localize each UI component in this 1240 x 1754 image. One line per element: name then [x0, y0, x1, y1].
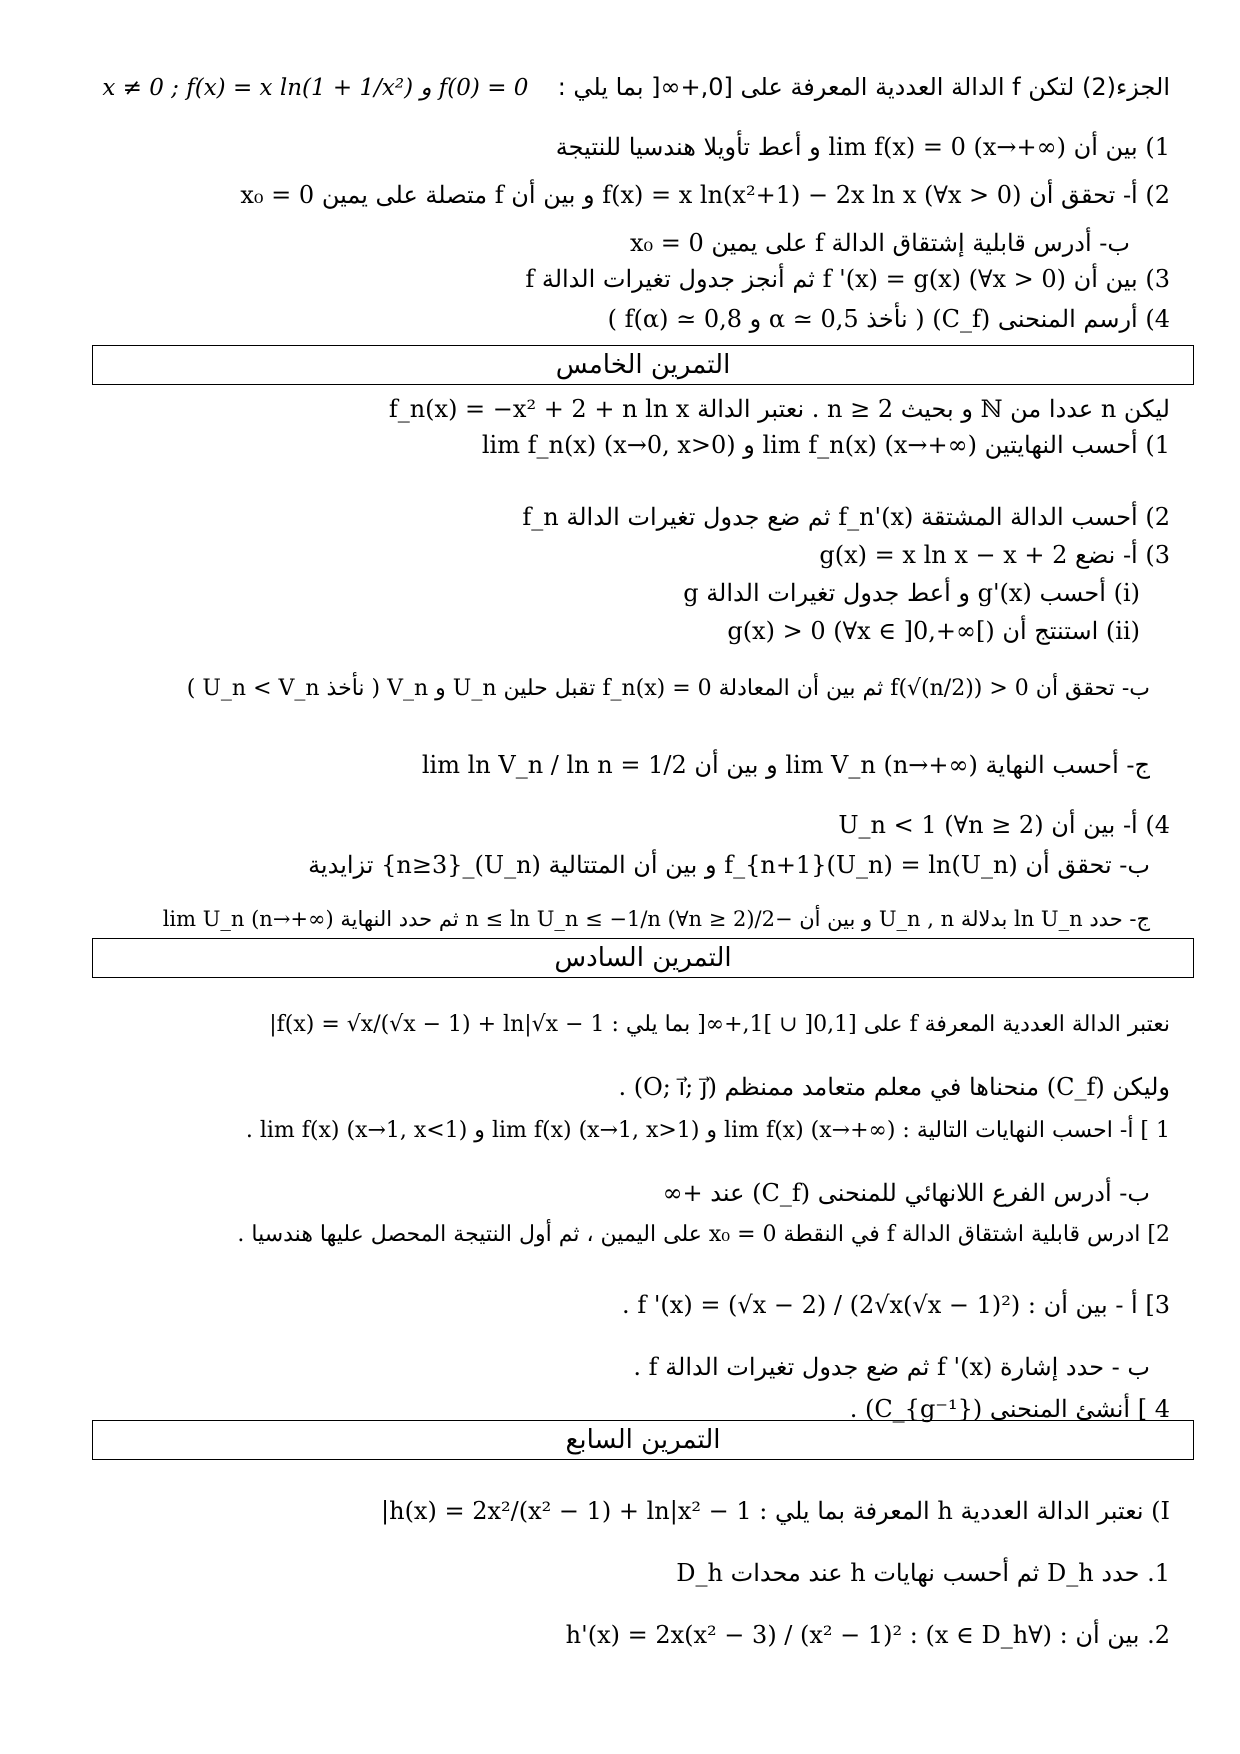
- ex6-intro: نعتبر الدالة العددية المعرفة f على [0,1[ ∪ ]1,+∞[ بما يلي : f(x) = √x/(√x − 1) + ln|√x − 1|: [269, 1012, 1170, 1037]
- part2-intro: [102, 70, 1170, 105]
- part2-label: الجزء(2): [1081, 73, 1170, 101]
- ex5-intro: ليكن n عددا من ℕ و بحيث n ≥ 2 . نعتبر الدالة f_n(x) = −x² + 2 + n ln x: [388, 395, 1170, 423]
- ex6-intro-2: وليكن (C_f) منحناها في معلم متعامد ممنظم (O; i⃗; j⃗) .: [618, 1073, 1170, 1101]
- ex7-question-1: 1. حدد D_h ثم أحسب نهايات h عند محدات D_h: [676, 1559, 1170, 1587]
- ex6-question-4: 4 ] أنشئ المنحنى (C_{g⁻¹}) .: [849, 1395, 1170, 1423]
- exercise-5-title: التمرين الخامس: [92, 345, 1194, 385]
- part2-question-3: 3) بين أن f '(x) = g(x) (∀x > 0) ثم أنجز جدول تغيرات الدالة f: [525, 265, 1170, 293]
- ex5-question-3b: ب- تحقق أن f(√(n/2)) > 0 ثم بين أن المعادلة f_n(x) = 0 تقبل حلين U_n و V_n ( نأخذ U_n < V_n ): [186, 676, 1150, 701]
- ex5-question-4a: 4) أ- بين أن U_n < 1 (∀n ≥ 2): [838, 811, 1170, 839]
- part2-question-4: 4) أرسم المنحنى (C_f) ( نأخذ α ≃ 0,5 و f(α) ≃ 0,8 ): [607, 305, 1170, 333]
- part2-question-2a: 2) أ- تحقق أن f(x) = x ln(x²+1) − 2x ln x (∀x > 0) و بين أن f متصلة على يمين x₀ = 0: [240, 181, 1170, 209]
- exercise-6-title: التمرين السادس: [92, 938, 1194, 978]
- ex5-question-3c: ج- أحسب النهاية lim V_n (n→+∞) و بين أن lim ln V_n / ln n = 1/2: [421, 751, 1150, 779]
- ex5-question-4b: ب- تحقق أن f_{n+1}(U_n) = ln(U_n) و بين أن المتتالية (U_n)_{n≥3} تزايدية: [308, 851, 1150, 879]
- part2-intro-text: لتكن f الدالة العددية المعرفة على [0,+∞[ بما يلي :: [557, 73, 1075, 101]
- ex7-question-I: I) نعتبر الدالة العددية h المعرفة بما يلي : h(x) = 2x²/(x² − 1) + ln|x² − 1|: [381, 1497, 1170, 1525]
- ex5-question-1: 1) أحسب النهايتين lim f_n(x) (x→+∞) و lim f_n(x) (x→0, x>0): [481, 431, 1170, 459]
- ex5-question-3a: 3) أ- نضع g(x) = x ln x − x + 2: [819, 541, 1170, 569]
- ex5-question-2: 2) أحسب الدالة المشتقة f_n'(x) ثم ضع جدول تغيرات الدالة f_n: [522, 503, 1170, 531]
- ex6-question-1b: ب- أدرس الفرع اللانهائي للمنحنى (C_f) عند +∞: [662, 1179, 1150, 1207]
- ex7-question-2: 2. بين أن : (∀x ∈ D_h) : h'(x) = 2x(x² − 3) / (x² − 1)²: [565, 1621, 1170, 1649]
- part2-question-2b: ب- أدرس قابلية إشتقاق الدالة f على يمين x₀ = 0: [629, 229, 1130, 257]
- ex6-question-3a: 3] أ - بين أن : f '(x) = (√x − 2) / (2√x(√x − 1)²) .: [622, 1291, 1170, 1319]
- exercise-7-title: التمرين السابع: [92, 1420, 1194, 1460]
- ex5-question-3a-i: (i) أحسب g'(x) و أعط جدول تغيرات الدالة g: [683, 579, 1140, 607]
- ex6-question-2: 2] ادرس قابلية اشتقاق الدالة f في النقطة x₀ = 0 على اليمين ، ثم أول النتيجة المحصل عليها هندسيا .: [237, 1222, 1170, 1247]
- ex6-question-3b: ب - حدد إشارة f '(x) ثم ضع جدول تغيرات الدالة f .: [633, 1353, 1150, 1381]
- part2-definition-formula: x ≠ 0 ; f(x) = x ln(1 + 1/x²) و f(0) = 0: [102, 75, 529, 101]
- ex5-question-4c: ج- حدد ln U_n بدلالة U_n , n و بين أن −2/n ≤ ln U_n ≤ −1/n (∀n ≥ 2) ثم حدد النهاية lim U_n (n→+∞): [162, 907, 1150, 931]
- ex5-question-3a-ii: (ii) استنتج أن g(x) > 0 (∀x ∈ ]0,+∞[): [727, 617, 1140, 645]
- part2-question-1: 1) بين أن lim f(x) = 0 (x→+∞) و أعط تأويلا هندسيا للنتيجة: [555, 133, 1170, 161]
- ex6-question-1a: 1 ] أ- احسب النهايات التالية : lim f(x) (x→+∞) و lim f(x) (x→1, x>1) و lim f(x) (x→1, x<1) .: [245, 1118, 1170, 1143]
